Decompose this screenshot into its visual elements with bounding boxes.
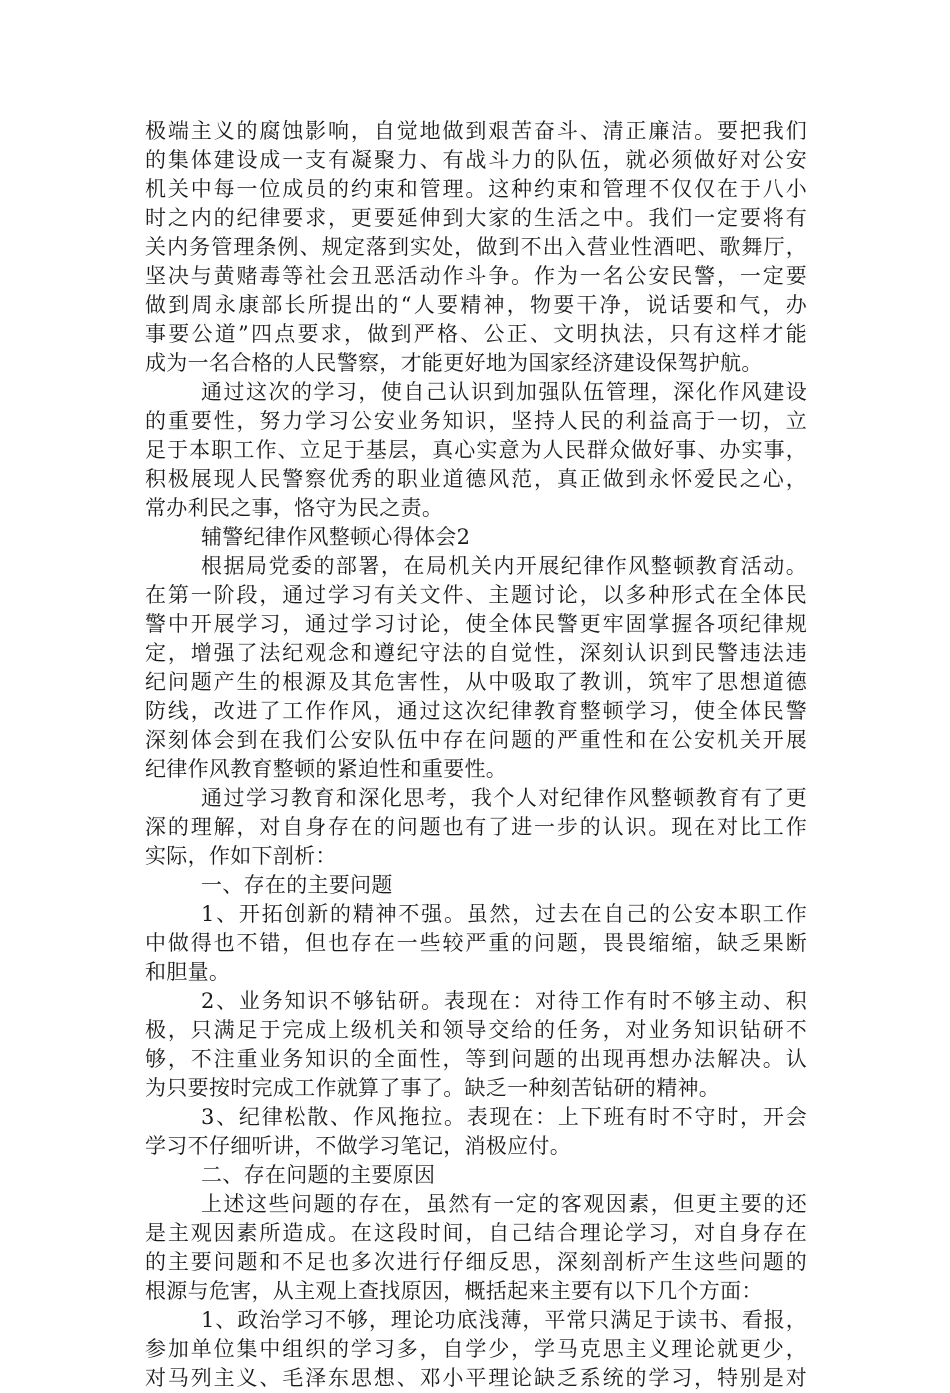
text-line: 和胆量。 bbox=[145, 960, 231, 984]
document-body bbox=[145, 117, 807, 1393]
text-line: 的重要性，努力学习公安业务知识，坚持人民的利益高于一切，立 bbox=[145, 409, 807, 433]
text-line: 2、业务知识不够钻研。表现在：对待工作有时不够主动、积 bbox=[201, 989, 807, 1013]
text-line: 事要公道”四点要求，做到严格、公正、文明执法，只有这样才能 bbox=[145, 322, 807, 346]
text-line: 成为一名合格的人民警察，才能更好地为国家经济建设保驾护航。 bbox=[145, 351, 763, 375]
text-line: 中做得也不错，但也存在一些较严重的问题，畏畏缩缩，缺乏果断 bbox=[145, 931, 807, 955]
text-line: 实际，作如下剖析： bbox=[145, 844, 337, 868]
text-line: 纪问题产生的根源及其危害性，从中吸取了教训，筑牢了思想道德 bbox=[145, 670, 807, 694]
text-line: 纪律作风教育整顿的紧迫性和重要性。 bbox=[145, 757, 508, 781]
text-line: 机关中每一位成员的约束和管理。这种约束和管理不仅仅在于八小 bbox=[145, 177, 807, 201]
text-line: 3、纪律松散、作风拖拉。表现在：上下班有时不守时，开会 bbox=[201, 1105, 807, 1129]
text-line: 上述这些问题的存在，虽然有一定的客观因素，但更主要的还 bbox=[201, 1192, 807, 1216]
text-line: 二、存在问题的主要原因 bbox=[201, 1163, 436, 1187]
text-line: 极端主义的腐蚀影响，自觉地做到艰苦奋斗、清正廉洁。要把我们 bbox=[145, 119, 807, 143]
text-line: 积极展现人民警察优秀的职业道德风范，真正做到永怀爱民之心， bbox=[145, 467, 807, 491]
text-line: 1、开拓创新的精神不强。虽然，过去在自己的公安本职工作 bbox=[201, 902, 807, 926]
text-line: 通过这次的学习，使自己认识到加强队伍管理，深化作风建设 bbox=[201, 380, 807, 404]
text-line: 是主观因素所造成。在这段时间，自己结合理论学习，对自身存在 bbox=[145, 1221, 807, 1245]
text-line: 根据局党委的部署，在局机关内开展纪律作风整顿教育活动。 bbox=[201, 554, 807, 578]
text-line: 关内务管理条例、规定落到实处，做到不出入营业性酒吧、歌舞厅， bbox=[145, 235, 807, 259]
text-line: 够，不注重业务知识的全面性，等到问题的出现再想办法解决。认 bbox=[145, 1047, 807, 1071]
text-line: 为只要按时完成工作就算了事了。缺乏一种刻苦钻研的精神。 bbox=[145, 1076, 721, 1100]
text-line: 1、政治学习不够，理论功底浅薄，平常只满足于读书、看报， bbox=[201, 1308, 807, 1332]
text-line: 通过学习教育和深化思考，我个人对纪律作风整顿教育有了更 bbox=[201, 786, 807, 810]
text-line: 辅警纪律作风整顿心得体会2 bbox=[201, 525, 471, 549]
text-line: 常办利民之事，恪守为民之责。 bbox=[145, 496, 444, 520]
text-line: 对马列主义、毛泽东思想、邓小平理论缺乏系统的学习，特别是对 bbox=[145, 1366, 807, 1390]
text-line: 时之内的纪律要求，更要延伸到大家的生活之中。我们一定要将有 bbox=[145, 206, 807, 230]
text-line: 做到周永康部长所提出的“人要精神，物要干净，说话要和气，办 bbox=[145, 293, 807, 317]
text-line: 根源与危害，从主观上查找原因，概括起来主要有以下几个方面： bbox=[145, 1279, 763, 1303]
text-line: 的集体建设成一支有凝聚力、有战斗力的队伍，就必须做好对公安 bbox=[145, 148, 807, 172]
text-line: 学习不仔细听讲，不做学习笔记，消极应付。 bbox=[145, 1134, 571, 1158]
text-line: 足于本职工作、立足于基层，真心实意为人民群众做好事、办实事， bbox=[145, 438, 807, 462]
text-line: 深的理解，对自身存在的问题也有了进一步的认识。现在对比工作 bbox=[145, 815, 807, 839]
text-line: 警中开展学习，通过学习讨论，使全体民警更牢固掌握各项纪律规 bbox=[145, 612, 807, 636]
text-line: 的主要问题和不足也多次进行仔细反思，深刻剖析产生这些问题的 bbox=[145, 1250, 807, 1274]
text-line: 极，只满足于完成上级机关和领导交给的任务，对业务知识钻研不 bbox=[145, 1018, 807, 1042]
text-line: 定，增强了法纪观念和遵纪守法的自觉性，深刻认识到民警违法违 bbox=[145, 641, 807, 665]
text-line: 参加单位集中组织的学习多，自学少，学马克思主义理论就更少， bbox=[145, 1337, 807, 1361]
text-line: 一、存在的主要问题 bbox=[201, 873, 393, 897]
text-line: 深刻体会到在我们公安队伍中存在问题的严重性和在公安机关开展 bbox=[145, 728, 807, 752]
text-line: 坚决与黄赌毒等社会丑恶活动作斗争。作为一名公安民警，一定要 bbox=[145, 264, 807, 288]
text-line: 在第一阶段，通过学习有关文件、主题讨论，以多种形式在全体民 bbox=[145, 583, 807, 607]
text-line: 防线，改进了工作作风，通过这次纪律教育整顿学习，使全体民警 bbox=[145, 699, 807, 723]
